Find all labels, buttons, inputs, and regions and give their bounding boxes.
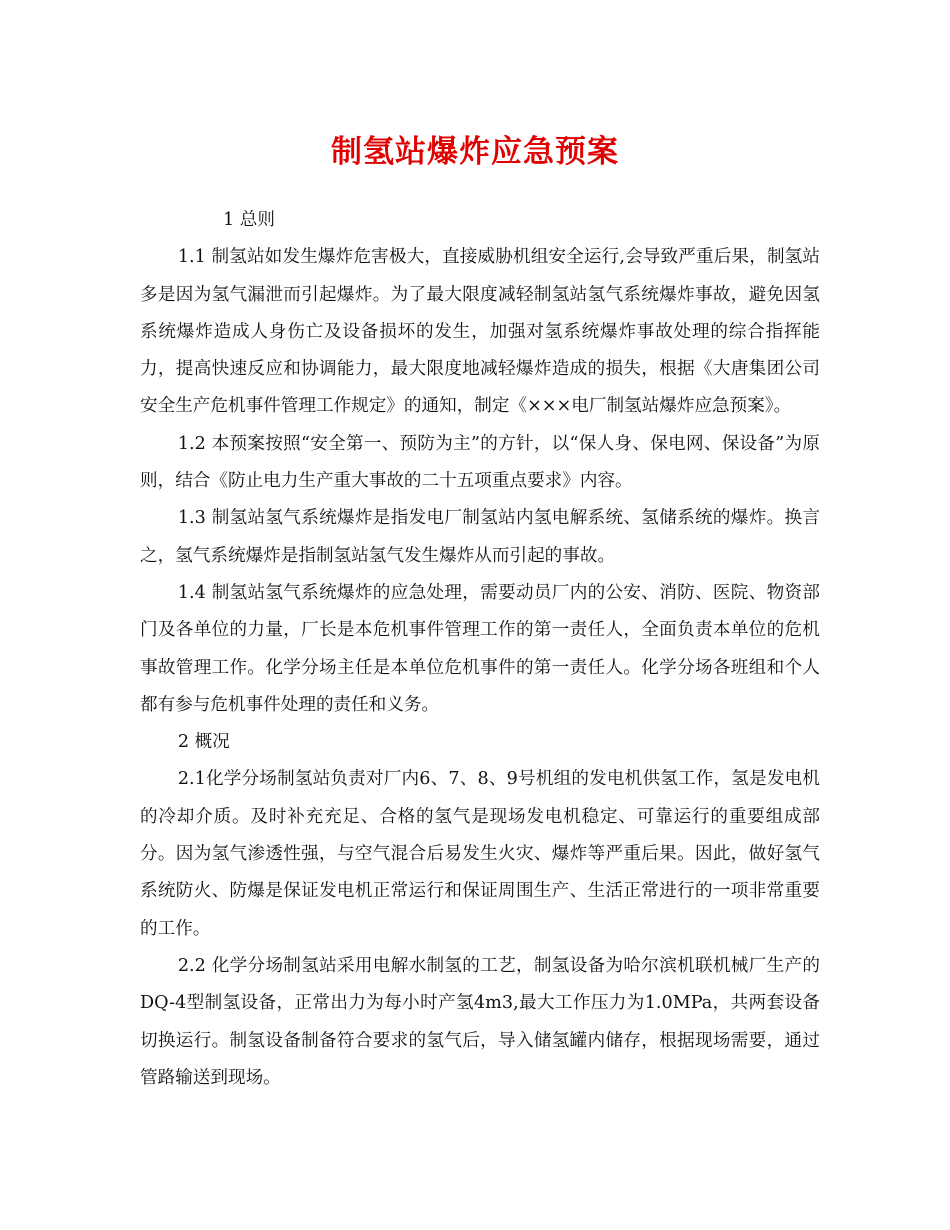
document-body: [140, 202, 820, 1097]
section-heading-general: 1 总则: [223, 210, 275, 230]
paragraph-1-3: 1.3 制氢站氢气系统爆炸是指发电厂制氢站内氢电解系统、氢储系统的爆炸。换言之，氢气系统爆炸是指制氢站氢气发生爆炸从而引起的事故。: [140, 508, 820, 566]
paragraph-1-1: 1.1 制氢站如发生爆炸危害极大，直接威胁机组安全运行,会导致严重后果，制氢站多是因为氢气漏泄而引起爆炸。为了最大限度减轻制氢站氢气系统爆炸事故，避免因氢系统爆炸造成人身伤亡及设备损坏的发生，加强对氢系统爆炸事故处理的综合指挥能力，提高快速反应和协调能力，最大限度地减轻爆炸造成的损失，根据《大唐集团公司安全生产危机事件管理工作规定》的通知，制定《×××电厂制氢站爆炸应急预案》。: [140, 247, 820, 417]
document-title: 制氢站爆炸应急预案: [331, 134, 619, 170]
section-heading-overview: 2 概况: [177, 732, 230, 753]
paragraph-1-4: 1.4 制氢站氢气系统爆炸的应急处理，需要动员厂内的公安、消防、医院、物资部门及各单位的力量，厂长是本危机事件管理工作的第一责任人，全面负责本单位的危机事故管理工作。化学分场主任是本单位危机事件的第一责任人。化学分场各班组和个人都有参与危机事件处理的责任和义务。: [140, 582, 820, 715]
paragraph-2-1: 2.1化学分场制氢站负责对厂内6、7、8、9号机组的发电机供氢工作，氢是发电机的冷却介质。及时补充充足、合格的氢气是现场发电机稳定、可靠运行的重要组成部分。因为氢气渗透性强，与空气混合后易发生火灾、爆炸等严重后果。因此，做好氢气系统防火、防爆是保证发电机正常运行和保证周围生产、生活正常进行的一项非常重要的工作。: [140, 769, 820, 939]
paragraph-1-2: 1.2 本预案按照“安全第一、预防为主”的方针，以“保人身、保电网、保设备”为原则，结合《防止电力生产重大事故的二十五项重点要求》内容。: [140, 433, 820, 492]
paragraph-2-2: 2.2 化学分场制氢站采用电解水制氢的工艺，制氢设备为哈尔滨机联机械厂生产的DQ-4型制氢设备，正常出力为每小时产氢4m3,最大工作压力为1.0MPa，共两套设备切换运行。制氢设备制备符合要求的氢气后，导入储氢罐内储存，根据现场需要，通过管路输送到现场。: [140, 955, 820, 1088]
